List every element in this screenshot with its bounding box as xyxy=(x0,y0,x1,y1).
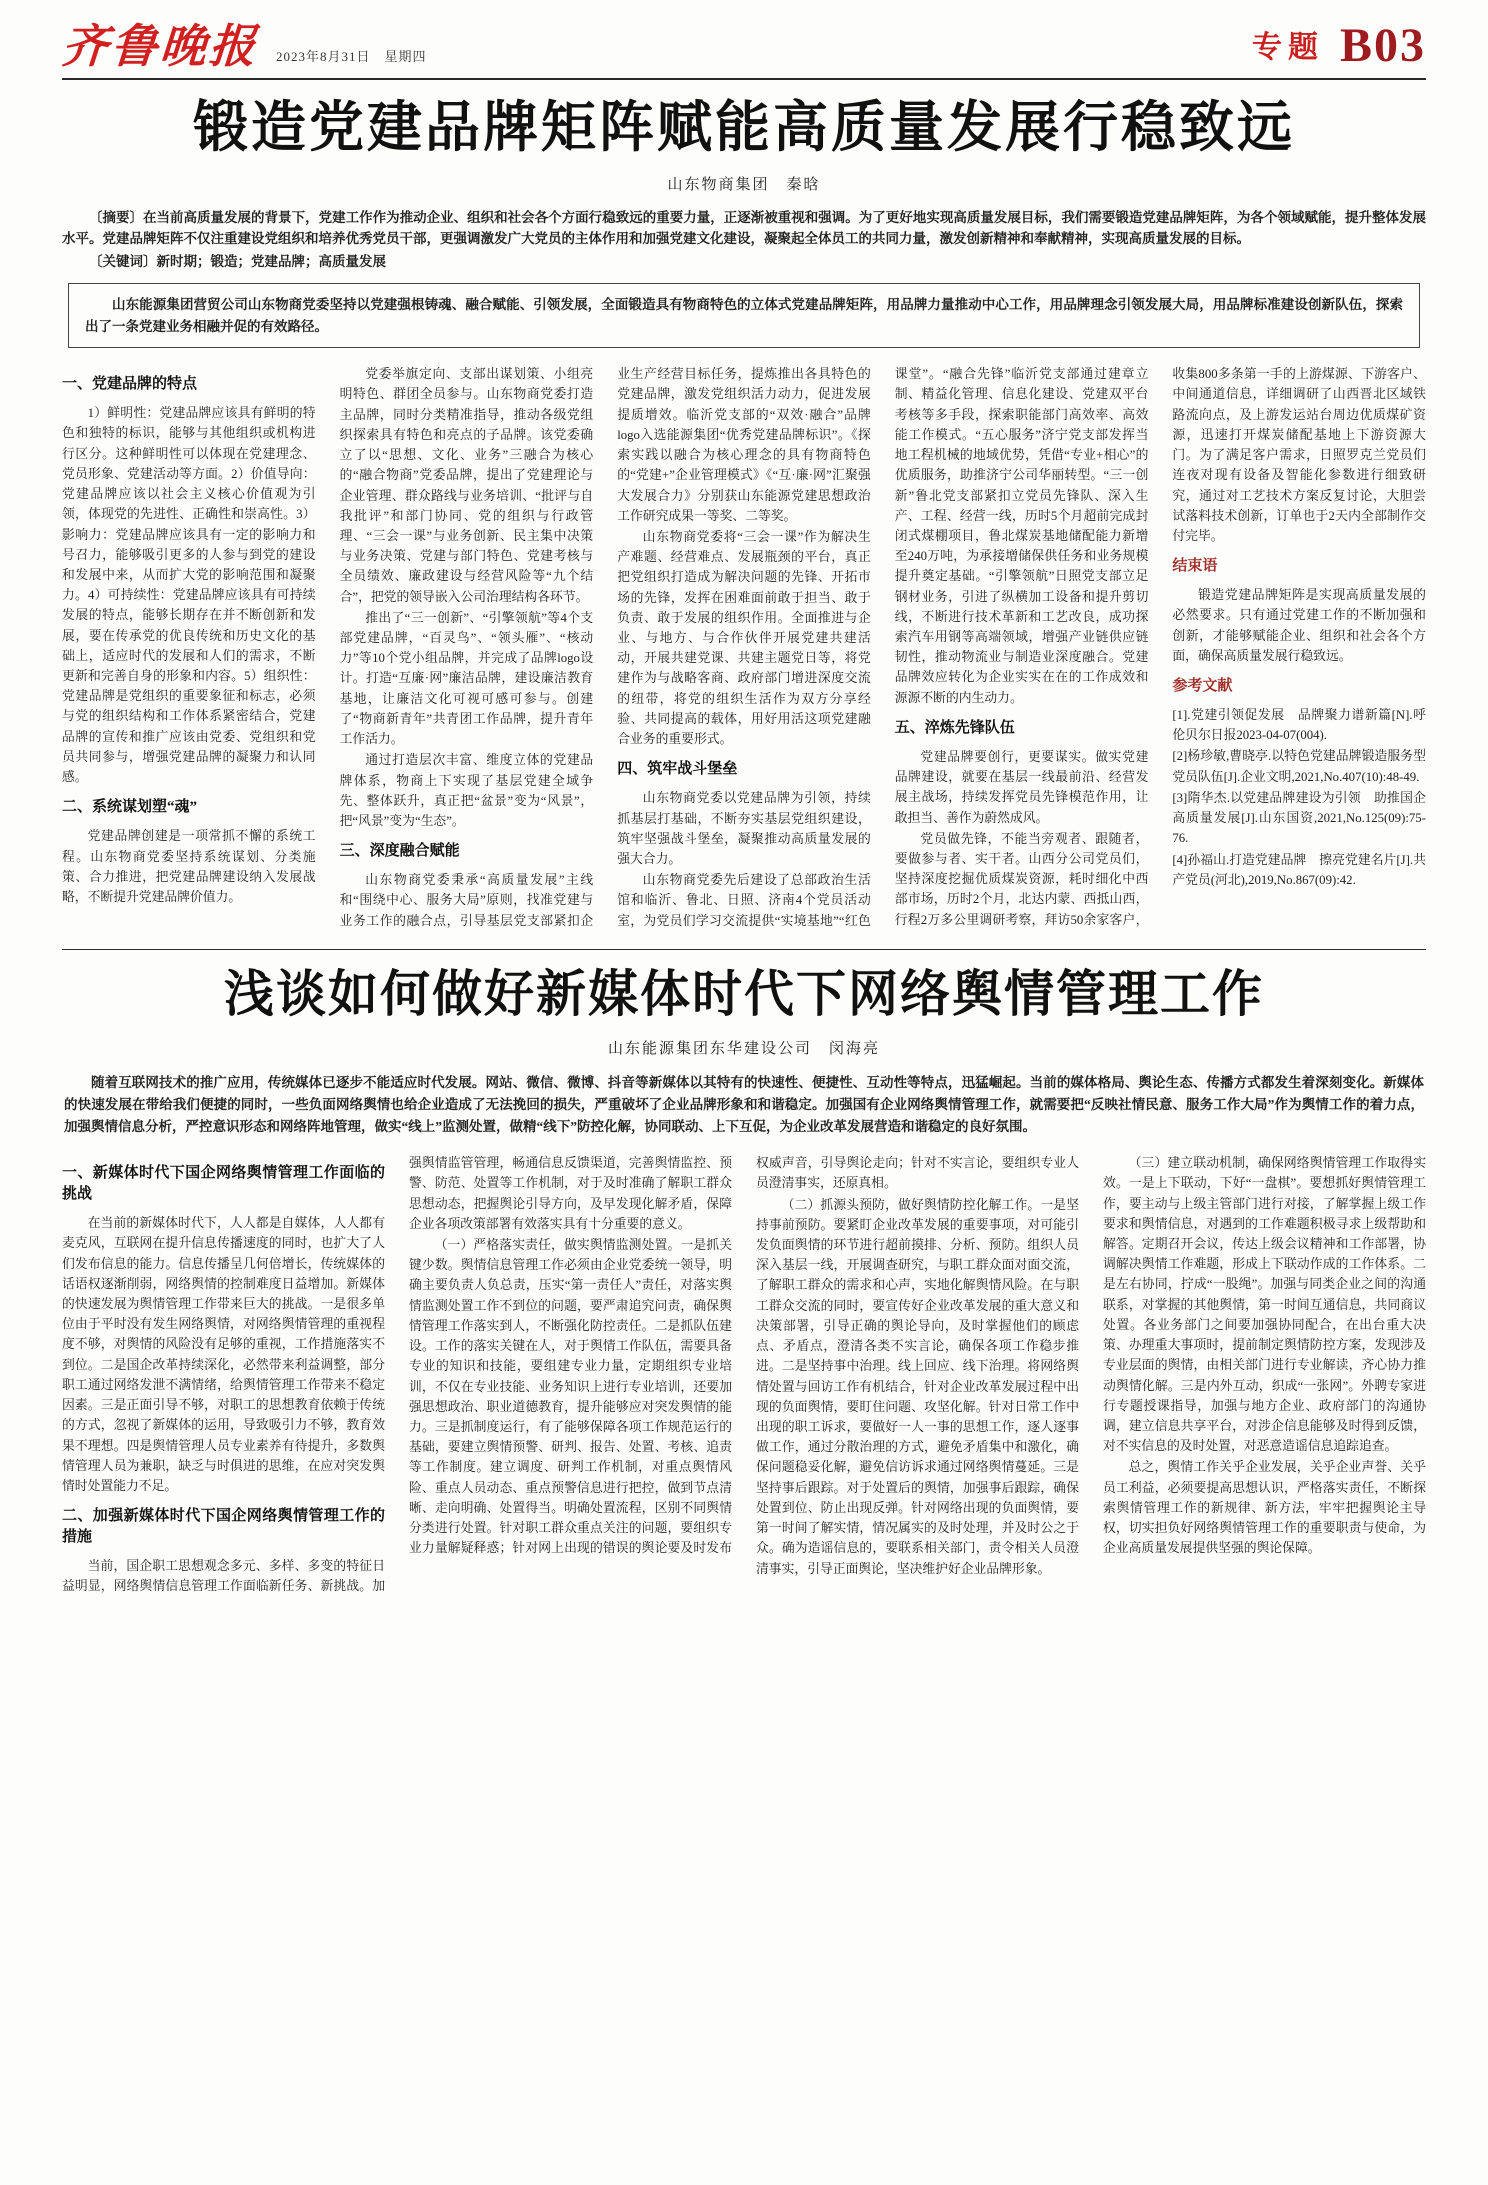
paragraph: 山东物商党委秉承“高质量发展”主线和“围绕中心、服务大局”原则，找准党建与业务工作的融合点，引导基层党支部紧扣企业生产经营目标任务，提炼推出各具特色的党建品牌，激发党组织活力动力，促进发展提质增效。临沂党支部的“双效·融合”品牌logo入选能源集团“优秀党建品牌标识”。《探索实践以融合为核心理念的具有物商特色的“党建+”企业管理模式》《“互·廉·网”汇聚强大发展合力》分别获山东能源党建思想政治工作研究成果一等奖、二等奖。 xyxy=(339,367,871,928)
header-divider xyxy=(62,78,1426,80)
article2-byline: 山东能源集团东华建设公司 闵海亮 xyxy=(607,1041,880,1058)
section-heading: 三、深度融合赋能 xyxy=(339,843,460,860)
paragraph: 党建品牌创建是一项常抓不懈的系统工程。山东物商党委坚持系统谋划、分类施策、合力推进，把党建品牌建设纳入发展战略，不断提升党建品牌价值力。 xyxy=(62,829,316,905)
paragraph: 在当前的新媒体时代下，人人都是自媒体，人人都有麦克风，互联网在提升信息传播速度的同时，也扩大了人们发布信息的能力。信息传播呈几何倍增长，传统媒体的话语权逐渐削弱，网络舆情的控制难度日益增加。新媒体的快速发展为舆情管理工作带来巨大的挑战。一是很多单位由于平时没有发生网络舆情，对网络舆情管理的重视程度不够，对舆情的风险没有足够的重视，工作措施落实不到位。二是国企改革持续深化，必然带来利益调整，部分职工通过网络发泄不满情绪，给舆情管理工作带来不稳定因素。三是正面引导不够，对职工的思想教育依赖于传统的方式，忽视了新媒体的运用，导致吸引力不够，教育效果不理想。四是舆情管理人员专业素养有待提升，多数舆情管理人员为兼职，缺乏与时俱进的思维，在应对突发舆情时处置能力不足。 xyxy=(62,1216,385,1494)
issue-date: 2023年8月31日 星期四 xyxy=(276,49,427,64)
page-number: B03 xyxy=(1339,19,1426,72)
article1-keywords: 〔关键词〕新时期；锻造；党建品牌；高质量发展 xyxy=(89,254,386,270)
article-party-brand xyxy=(62,96,1426,931)
newspaper-logo: 齐鲁晚报 xyxy=(60,21,260,72)
section-label: 专题 xyxy=(1251,31,1324,64)
article1-byline: 山东物商集团 秦晗 xyxy=(667,177,821,194)
article1-lead-box xyxy=(68,283,1420,348)
reference-entry: [3]隋华杰.以党建品牌建设为引领 助推国企高质量发展[J].山东国资,2021,No.125(09):75-76. xyxy=(1172,790,1426,846)
reference-entry: [1].党建引领促发展 品牌聚力谱新篇[N].呼伦贝尔日报2023-04-07(004). xyxy=(1172,708,1426,743)
article-public-opinion xyxy=(62,966,1426,1597)
article2-headline: 浅谈如何做好新媒体时代下网络舆情管理工作 xyxy=(224,965,1264,1022)
paragraph: （三）建立联动机制，确保网络舆情管理工作取得实效。一是上下联动，下好“一盘棋”。要想抓好舆情管理工作，要主动与上级主管部门进行对接，了解掌握上级工作要求和舆情信息，对遇到的工作难题积极寻求上级帮助和解答。定期召开会议，传达上级会议精神和工作部署，协调解决舆情工作难题，形成上下联动作成的工作体系。二是左右协同，拧成“一股绳”。加强与同类企业之间的沟通联系，对掌握的其他舆情，第一时间互通信息，共同商议处置。各业务部门之间要加强协同配合，在出台重大决策、办理重大事项时，提前制定舆情防控方案，发现涉及专业层面的舆情，由相关部门进行专业解读，齐心协力推动舆情化解。三是内外互动，织成“一张网”。外聘专家进行专题授课指导，加强与地方企业、政府部门的沟通协调，建立信息共享平台，对涉企信息能够及时得到反馈，对不实信息的及时处置，对恶意造谣信息追踪追查。 xyxy=(1103,1156,1426,1454)
masthead-right xyxy=(1251,19,1426,72)
paragraph: 通过打造层次丰富、维度立体的党建品牌体系，物商上下实现了基层党建全域争先、整体跃升，真正把“盆景”变为“风景”，把“风景”变为“生态”。 xyxy=(339,753,594,829)
section-heading: 二、加强新媒体时代下国企网络舆情管理工作的措施 xyxy=(62,1508,385,1546)
paragraph: 党员做先锋，不能当旁观者、跟随者，要做参与者、实干者。山西分公司党员们，坚持深度挖掘优质煤炭资源，耗时细化中西部市场，历时2个月，北达内蒙、西抵山西，行程2万多公里调研考察，拜访50余家客户，收集800多条第一手的上游煤源、下游客户、中间通道信息，详细调研了山西晋北区域铁路流向点，及上游发运站台周边优质煤矿资源，迅速打开煤炭储配基地上下游资源大门。为了满足客户需求，日照罗克兰党员们连夜对现有设备及智能化参数进行细致研究，通过对工艺技术方案反复讨论，大胆尝试落料技术创新，订单也于2天内全部制作交付完毕。 xyxy=(894,367,1426,927)
article2-lead: 随着互联网技术的推广应用，传统媒体已逐步不能适应时代发展。网站、微信、微博、抖音等新媒体以其特有的快速性、便捷性、互动性等特点，迅猛崛起。当前的媒体格局、舆论生态、传播方式都发生着深刻变化。新媒体的快速发展在带给我们便捷的同时，一些负面网络舆情也给企业造成了无法挽回的损失，严重破坏了企业品牌形象和和谐稳定。加强国有企业网络舆情管理工作，就需要把“反映社情民意、服务工作大局”作为舆情工作的着力点，加强舆情信息分析，严控意识形态和网络阵地管理，做实“线上”监测处置，做精“线下”防控化解，协同联动、上下互促，为企业改革发展营造和谐稳定的良好氛围。 xyxy=(64,1075,1424,1134)
reference-entry: [4]孙福山.打造党建品牌 擦亮党建名片[J].共产党员(河北),2019,No.867(09):42. xyxy=(1172,852,1426,887)
reference-entry: [2]杨珍敏,曹晓亭.以特色党建品牌锻造服务型党员队伍[J].企业文明,2021,No.407(10):48-49. xyxy=(1172,749,1426,784)
paragraph: 党委举旗定向、支部出谋划策、小组亮明特色、群团全员参与。山东物商党委打造主品牌，同时分类精准指导，推动各级党组织探索具有特色和亮点的子品牌。该党委确立了以“思想、文化、业务”三融合为核心的“融合物商”党委品牌，提出了党建理论与企业管理、群众路线与业务培训、“批评与自我批评”和部门协同、党的组织与行政管理、“三会一课”与业务创新、民主集中决策与业务决策、党建与部门特色、党建考核与全员绩效、廉政建设与经营风险等“九个结合”，把党的领导嵌入公司治理结构各环节。 xyxy=(339,367,594,604)
paragraph: 山东物商党委先后建设了总部政治生活馆和临沂、鲁北、日照、济南4个党员活动室，为党员们学习交流提供“实境基地”“红色课堂”。“融合先锋”临沂党支部通过建章立制、精益化管理、信息化建设、党建双平台考核等多手段，探索职能部门高效率、高效能工作模式。“五心服务”济宁党支部发挥当地工程机械的地域优势，凭借“专业+相心”的优质服务，助推济宁公司华丽转型。“三一创新”鲁北党支部紧扣立党员先锋队、深入生产、工程、经营一线，历时5个月超前完成封闭式煤棚项目，鲁北煤炭基地储配能力新增至240万吨，为承接增储保供任务和业务规模提升奠定基础。“引擎领航”日照党支部立足钢材业务，引进了纵横加工设备和提升剪切线，不断进行技术革新和工艺改良，成功探索汽车用钢等高端领域，增强产业链供应链韧性，推动物流业与制造业深度融合。党建品牌效应转化为企业实实在在的工作成效和源源不断的内生动力。 xyxy=(617,367,1149,928)
section-heading: 参考文献 xyxy=(1172,678,1233,695)
paragraph: 总之，舆情工作关乎企业发展，关乎企业声誉、关乎员工利益，必须要提高思想认识，严格落实责任，不断探索舆情管理工作的新规律、新方法，牢牢把握舆论主导权，切实担负好网络舆情管理工作的重要职责与使命，为企业高质量发展提供坚强的舆论保障。 xyxy=(1103,1460,1426,1556)
section-heading: 五、淬炼先锋队伍 xyxy=(894,719,1015,736)
paragraph: 山东物商党委将“三会一课”作为解决生产难题、经营难点、发展瓶颈的平台，真正把党组织打造成为解决问题的先锋、开拓市场的先锋，发挥在困难面前敢于担当、敢于负责、敢于发展的组织作用。全面推进与企业、与地方、与合作伙伴开展党建共建活动，开展共建党课、共建主题党日等，将党建作为与战略客商、政府部门增进深度交流的纽带，将党的组织生活作为双方分享经验、共同提高的载体，用好用活这项党建融合业务的重要形式。 xyxy=(617,529,871,747)
paragraph: 推出了“三一创新”、“引擎领航”等4个支部党建品牌，“百灵鸟”、“领头雁”、“核动力”等10个党小组品牌，并完成了品牌logo设计。打造“互廉·网”廉洁品牌，建设廉洁教育基地，让廉洁文化可视可感可参与。创建了“物商新青年”共青团工作品牌，提升青年工作活力。 xyxy=(339,610,594,747)
article1-headline: 锻造党建品牌矩阵赋能高质量发展行稳致远 xyxy=(192,97,1295,158)
article2-body-columns xyxy=(62,1153,1426,1597)
section-heading: 二、系统谋划塑“魂” xyxy=(62,799,198,816)
masthead-left xyxy=(60,21,427,72)
section-heading: 四、筑牢战斗堡垒 xyxy=(617,761,738,778)
paragraph: 1）鲜明性：党建品牌应该具有鲜明的特色和独特的标识，能够与其他组织或机构进行区分。这种鲜明性可以体现在党建理念、党员形象、党建活动等方面。2）价值导向：党建品牌应该以社会主义核心价值观为引领，体现党的先进性、正确性和崇高性。3）影响力：党建品牌应该具有一定的影响力和号召力，能够吸引更多的人参与到党的建设和发展中来，从而扩大党的影响范围和凝聚力。4）可持续性：党建品牌应该具有可持续发展的特点，能够长期存在并不断创新和发展，要在传承党的优良传统和历史文化的基础上，适应时代的发展和人们的需求，不断更新和完善自身的形象和内容。5）组织性：党建品牌是党组织的重要象征和标志，必须与党的组织结构和工作体系紧密结合，党建品牌的宣传和推广应该由党委、党组织和党员共同参与，增强党建品牌的凝聚力和认同感。 xyxy=(62,406,316,785)
article1-abstract: 〔摘要〕在当前高质量发展的背景下，党建工作作为推动企业、组织和社会各个方面行稳致远的重要力量，正逐渐被重视和强调。为了更好地实现高质量发展目标，我们需要锻造党建品牌矩阵，为各个领域赋能，提升整体发展水平。党建品牌矩阵不仅注重建设党组织和培养优秀党员干部，更强调激发广大党员的主体作用和加强党建文化建设，凝聚起全体员工的共同力量，激发创新精神和奉献精神，实现高质量发展的目标。 xyxy=(62,210,1426,247)
article1-lead-text: 山东能源集团营贸公司山东物商党委坚持以党建强根铸魂、融合赋能、引领发展，全面锻造具有物商特色的立体式党建品牌矩阵，用品牌力量推动中心工作，用品牌理念引领发展大局，用品牌标准建设创新队伍，探索出了一条党建业务相融并促的有效路径。 xyxy=(85,297,1403,334)
article1-body-columns xyxy=(62,364,1426,931)
paragraph: 当前，国企职工思想观念多元、多样、多变的特征日益明显，网络舆情信息管理工作面临新任务、新挑战。加强舆情监管管理，畅通信息反馈渠道，完善舆情监控、预警、防范、处置等工作机制，对于及时准确了解职工群众思想动态，把握舆论引导方向，及早发现化解矛盾，保障企业各项改策部署有效落实具有十分重要的意义。 xyxy=(62,1156,732,1594)
paragraph: 锻造党建品牌矩阵是实现高质量发展的必然要求。只有通过党建工作的不断加强和创新，才能够赋能企业、组织和社会各个方面，确保高质量发展行稳致远。 xyxy=(1172,588,1426,663)
section-heading: 一、新媒体时代下国企网络舆情管理工作面临的挑战 xyxy=(62,1165,385,1203)
paragraph: 党建品牌要创行，更要谋实。做实党建品牌建设，就要在基层一线最前沿、经营发展主战场，持续发挥党员先锋模范作用，让敢担当、善作为蔚然成风。 xyxy=(894,749,1149,825)
section-heading: 一、党建品牌的特点 xyxy=(62,376,198,393)
article-divider xyxy=(62,949,1426,950)
paragraph: （二）抓源头预防，做好舆情防控化解工作。一是坚持事前预防。要紧盯企业改革发展的重要事项，对可能引发负面舆情的环节进行超前摸排、分析、预防。组织人员深入基层一线，开展调查研究，与职工群众面对面交流，了解职工群众的需求和心声，实地化解舆情风险。在与职工群众交流的同时，要宣传好企业改革发展的重大意义和决策部署，引导正确的舆论导向，及时掌握他们的顾虑点、矛盾点，澄清各类不实言论，确保各项工作稳步推进。二是坚持事中治理。线上回应、线下治理。将网络舆情处置与回访工作有机结合，针对企业改革发展过程中出现的负面舆情，要盯住问题、攻坚化解。针对日常工作中出现的职工诉求，要做好一人一事的思想工作，逐人逐事做工作，通过分散治理的方式，避免矛盾集中和激化，确保问题稳妥化解，避免信访诉求通过网络舆情蔓延。三是坚持事后跟踪。对于处置后的舆情，加强事后跟踪，确保处置到位、防止出现反弹。针对网络出现的负面舆情，要第一时间了解实情，情况属实的及时处理，并及时公之于众。确为造谣信息的，要联系相关部门，责令相关人员澄清事实，引导正面舆论，坚决维护好企业品牌形象。 xyxy=(756,1197,1079,1576)
section-heading: 结束语 xyxy=(1172,558,1218,575)
masthead xyxy=(60,19,1426,78)
paragraph: （一）严格落实责任，做实舆情监测处置。一是抓关键少数。舆情信息管理工作必须由企业党委统一领导，明确主要负责人负总责，压实“第一责任人”责任，对落实舆情监测处置工作不到位的问题，要严肃追究问责，确保舆情管理工作落实到人，不断强化防控责任。二是抓队伍建设。工作的落实关键在人，对于舆情工作队伍，需要具备专业的知识和技能，要组建专业力量，定期组织专业培训，不仅在专业技能、业务知识上进行专业培训，还要加强思想政治、职业道德教育，提升能够应对突发舆情的能力。三是抓制度运行，有了能够保障各项工作规范运行的基础，要建立舆情预警、研判、报告、处置、考核、追责等工作制度。建立调度、研判工作机制，对重点舆情风险、重点人员动态、重点预警信息进行把控，做到节点清晰、走向明确、处置得当。明确处置流程，区别不同舆情分类进行处置。针对职工群众重点关注的问题，要组织专业力量解疑释惑；针对网上出现的错误的舆论要及时发布权威声音，引导舆论走向；针对不实言论，要组织专业人员澄清事实，还原真相。 xyxy=(409,1156,1079,1556)
paragraph: 山东物商党委以党建品牌为引领，持续抓基层打基础，不断夯实基层党组织建设，筑牢坚强战斗堡垒，凝聚推动高质量发展的强大合力。 xyxy=(617,791,871,867)
